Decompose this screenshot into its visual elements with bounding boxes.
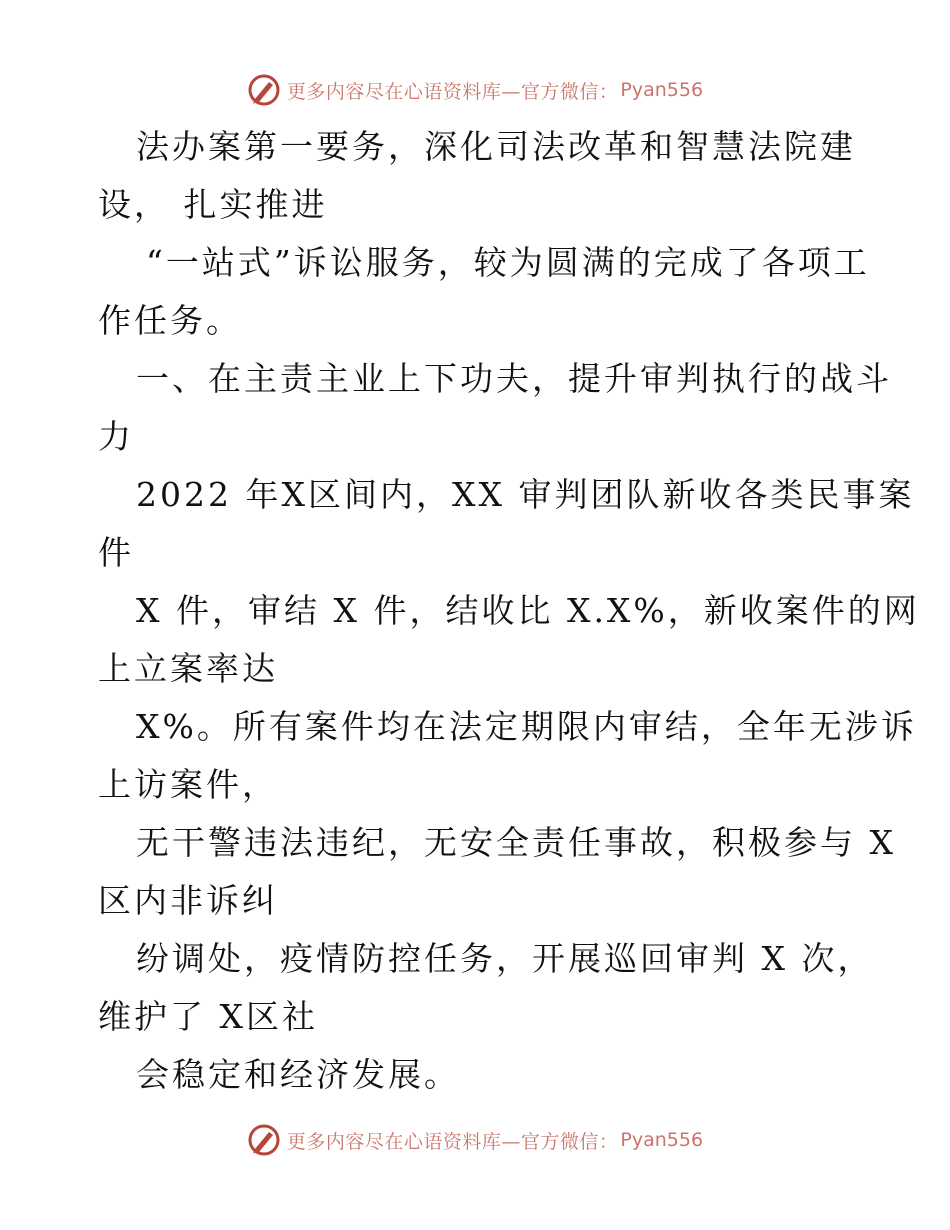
paragraph-line: 上访案件， bbox=[98, 765, 278, 804]
paragraph-line: 上立案率达 bbox=[98, 649, 278, 688]
pen-logo-icon bbox=[247, 1123, 281, 1157]
paragraph-line: 件 bbox=[98, 533, 134, 572]
paragraph-line: 区内非诉纠 bbox=[98, 881, 278, 920]
paragraph-line: 2022 年X区间内，XX 审判团队新收各类民事案 bbox=[136, 475, 915, 514]
paragraph-line: 会稳定和经济发展。 bbox=[136, 1055, 460, 1094]
paragraph-line: “一站式”诉讼服务，较为圆满的完成了各项工 bbox=[146, 243, 870, 282]
paragraph-line: 维护了 X区社 bbox=[98, 997, 318, 1036]
paragraph-line: X 件，审结 X 件，结收比 X.X%，新收案件的网 bbox=[136, 591, 920, 630]
paragraph-line: 设， 扎实推进 bbox=[98, 185, 328, 224]
footer-watermark bbox=[0, 1120, 950, 1160]
paragraph-line: 法办案第一要务，深化司法改革和智慧法院建 bbox=[136, 127, 856, 166]
paragraph-line: 纷调处，疫情防控任务，开展巡回审判 X 次， bbox=[136, 939, 874, 978]
header-watermark bbox=[0, 70, 950, 110]
section-heading-line: 一、在主责主业上下功夫，提升审判执行的战斗 bbox=[136, 359, 892, 398]
paragraph-line: 无干警违法违纪，无安全责任事故，积极参与 X bbox=[136, 823, 896, 862]
section-heading-line: 力 bbox=[98, 417, 134, 456]
paragraph-line: X%。所有案件均在法定期限内审结，全年无涉诉 bbox=[136, 707, 917, 746]
watermark-text: 更多内容尽在心语资料库—官方微信： bbox=[286, 1130, 619, 1153]
document-body bbox=[98, 118, 920, 1104]
pen-logo-icon bbox=[247, 73, 281, 107]
paragraph-line: 作任务。 bbox=[98, 301, 242, 340]
watermark-account: Pyan556 bbox=[620, 1129, 704, 1151]
watermark-account: Pyan556 bbox=[620, 79, 704, 101]
watermark-text: 更多内容尽在心语资料库—官方微信： bbox=[286, 80, 619, 103]
